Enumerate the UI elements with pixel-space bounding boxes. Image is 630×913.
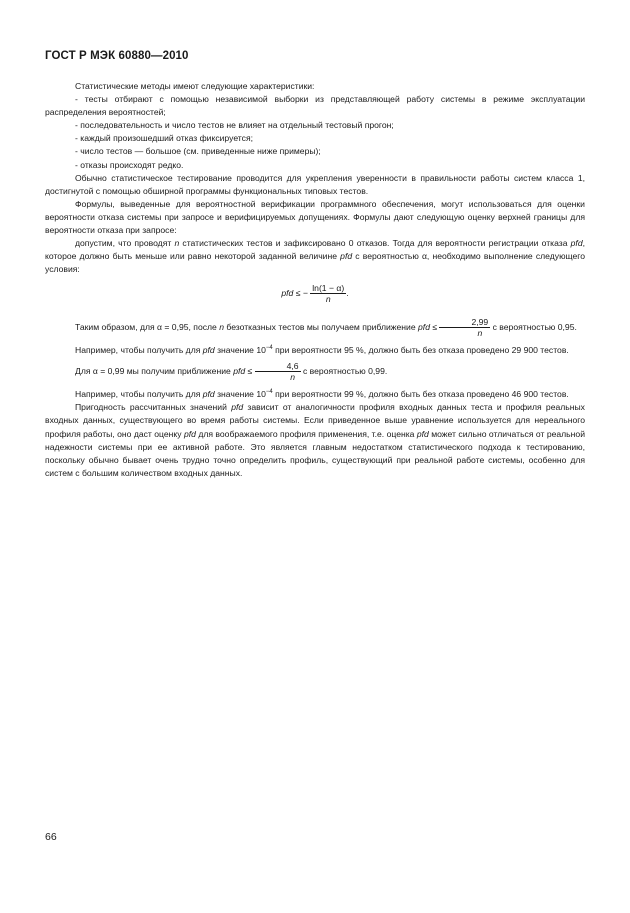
document-header: ГОСТ Р МЭК 60880—2010	[45, 50, 189, 62]
text-run: допустим, что проводят	[75, 238, 175, 249]
text-run: значение 10	[214, 345, 266, 356]
paragraph-intro: Статистические методы имеют следующие характеристики:	[75, 81, 315, 91]
text-run: безотказных тестов мы получаем приближение	[224, 322, 419, 333]
formula-fraction	[255, 361, 301, 382]
bullet-item: - каждый произошедший отказ фиксируется;	[75, 133, 253, 144]
formula-lhs: pfd ≤	[233, 366, 253, 377]
text-run: при вероятности 95 %, должно быть без отказа проведено 29 900 тестов.	[272, 345, 569, 356]
formula-end: .	[346, 288, 349, 299]
bullet-item: - последовательность и число тестов не влияет на отдельный тестовый прогон;	[75, 120, 394, 131]
var-n: n	[174, 238, 180, 249]
text-run: статистических тестов и зафиксировано 0 отказов. Тогда для вероятности регистрации отказа	[179, 238, 571, 249]
fraction-denominator: n	[290, 372, 295, 383]
paragraph	[45, 361, 585, 382]
exponent: −4	[265, 389, 273, 396]
formula-fraction	[310, 283, 349, 305]
var-n: n	[219, 322, 224, 333]
fraction-numerator: 2,99	[439, 317, 490, 328]
paragraph	[45, 401, 585, 480]
text-run: с вероятностью 0,95.	[490, 322, 577, 333]
var-pfd: pfd	[202, 345, 215, 356]
text-run: , которое должно быть меньше или равно некоторой заданной величине	[45, 238, 585, 262]
text-run: зависит от аналогичности профиля входных данных теста и профиля реальных входных данных, существующего во время работы системы. Если приведенное выше уравнение используется для нереального профиля работы, оно даст оценку	[45, 402, 585, 439]
fraction-denominator: n	[477, 328, 483, 339]
var-pfd: pfd	[202, 389, 215, 400]
formula-main	[45, 283, 585, 311]
text-run: с вероятностью 0,99.	[300, 366, 388, 377]
paragraph	[45, 317, 585, 338]
var-pfd: pfd	[183, 428, 196, 439]
paragraph	[45, 342, 585, 357]
bullet-item: - отказы происходят редко.	[75, 159, 184, 170]
text-run: при вероятности 99 %, должно быть без отказа проведено 46 900 тестов.	[272, 389, 569, 400]
var-pfd: pfd	[340, 251, 353, 262]
document-body	[45, 80, 585, 480]
var-pfd: pfd	[416, 428, 429, 439]
text-run: Например, чтобы получить для	[75, 345, 203, 356]
text-run: значение 10	[214, 389, 266, 400]
paragraph	[45, 386, 585, 401]
text-run: Пригодность рассчитанных значений	[75, 402, 232, 413]
bullet-item: - число тестов — большое (см. приведенные ниже примеры);	[75, 146, 321, 157]
fraction-numerator: 4,6	[255, 361, 301, 372]
fraction-numerator: ln(1 − α)	[312, 283, 345, 294]
text-run: Таким образом, для α = 0,95, после	[75, 322, 220, 333]
fraction-denominator: n	[325, 294, 331, 305]
paragraph	[45, 237, 585, 276]
text-run: Например, чтобы получить для	[75, 389, 203, 400]
paragraph: Обычно статистическое тестирование проводится для укрепления уверенности в правильности работы систем класса 1, достигнутой с помощью обширной программы функциональных типовых тестов.	[45, 172, 585, 196]
text-run: Для α = 0,99 мы получим приближение	[75, 366, 234, 377]
text-run: может сильно отличаться от реальной надежности системы при ее активной работе. Это является главным недостатком статистического подхода к тестированию, поскольку обычно бывает очень трудно точно определить профиль, существующий при реальной работе системы, особенно для систем с большим количеством входных данных.	[45, 428, 585, 478]
bullet-item: - тесты отбирают с помощью независимой выборки из представляющей работу системы в режиме эксплуатации распределения вероятностей;	[45, 94, 585, 118]
text-run: с вероятностью α, необходимо выполнение следующего условия:	[45, 251, 586, 275]
formula-lhs: pfd ≤ −	[281, 288, 308, 299]
paragraph: Формулы, выведенные для вероятностной верификации программного обеспечения, могут использоваться для оценки вероятности отказа системы при запросе и верифицируемых допущениях. Формулы дают следующую оценку верхней границы для вероятности отказа при запросе:	[45, 198, 585, 236]
exponent: −4	[265, 345, 273, 352]
var-pfd: pfd	[231, 402, 244, 413]
var-pfd: pfd	[570, 238, 583, 249]
formula-fraction	[439, 317, 490, 338]
page-number: 66	[45, 831, 57, 843]
text-run: для воображаемого профиля применения, т.е. оценка	[195, 428, 417, 439]
formula-lhs: pfd ≤	[418, 322, 438, 333]
